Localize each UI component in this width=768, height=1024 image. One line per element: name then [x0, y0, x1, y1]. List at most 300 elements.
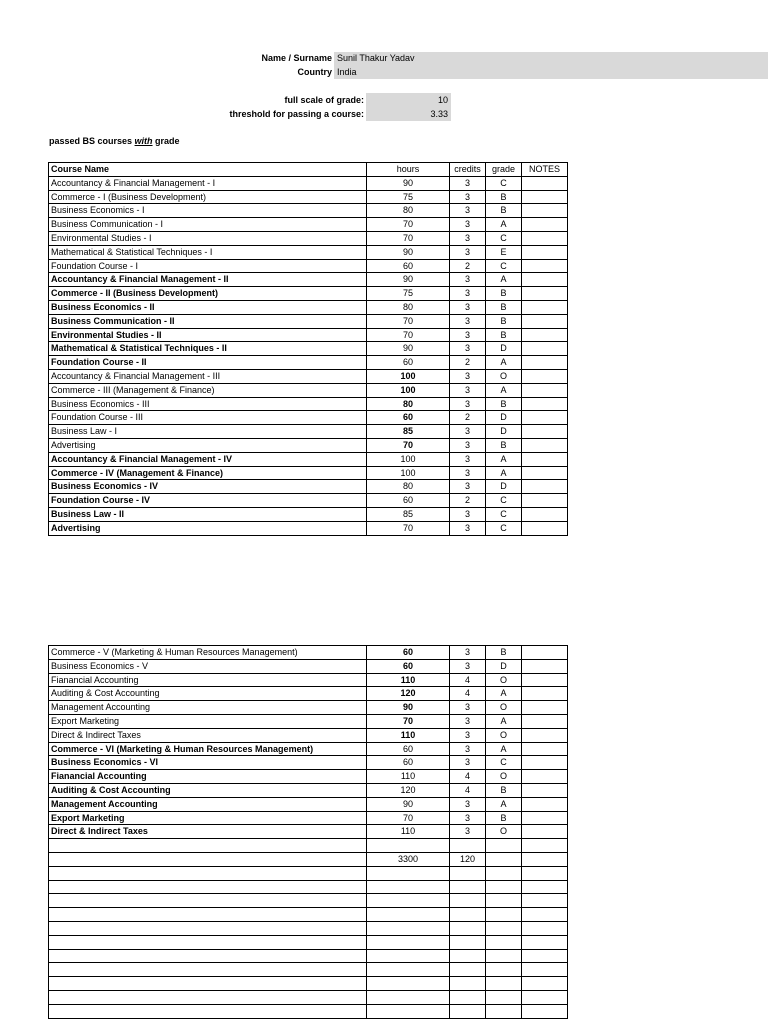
cell-hours[interactable]: 110 — [367, 673, 450, 687]
empty-cell[interactable] — [49, 935, 367, 949]
cell-course-name[interactable]: Business Law - I — [49, 425, 367, 439]
empty-cell[interactable] — [450, 935, 486, 949]
cell-grade[interactable]: O — [486, 825, 522, 839]
table-row — [49, 714, 568, 728]
cell-credits[interactable]: 3 — [450, 646, 486, 660]
cell-notes[interactable] — [522, 452, 568, 466]
cell-credits[interactable]: 3 — [450, 287, 486, 301]
cell-course-name[interactable]: Export Marketing — [49, 811, 367, 825]
table-row — [49, 452, 568, 466]
cell-grade[interactable]: C — [486, 231, 522, 245]
cell-course-name[interactable]: Foundation Course - III — [49, 411, 367, 425]
cell-credits[interactable]: 3 — [450, 756, 486, 770]
cell-course-name[interactable]: Commerce - V (Marketing & Human Resources Management) — [49, 646, 367, 660]
cell-hours[interactable]: 100 — [367, 466, 450, 480]
cell-notes[interactable] — [522, 701, 568, 715]
cell-notes[interactable] — [522, 328, 568, 342]
cell-hours[interactable]: 70 — [367, 521, 450, 535]
cell-grade[interactable]: B — [486, 190, 522, 204]
cell-notes[interactable] — [522, 756, 568, 770]
empty-cell[interactable] — [486, 908, 522, 922]
cell-grade[interactable] — [486, 839, 522, 853]
empty-cell[interactable] — [486, 990, 522, 1004]
cell-notes[interactable] — [522, 425, 568, 439]
cell-course-name[interactable]: Business Economics - V — [49, 659, 367, 673]
table-row — [49, 811, 568, 825]
table-row — [49, 190, 568, 204]
cell-hours[interactable]: 60 — [367, 494, 450, 508]
cell-grade[interactable]: A — [486, 383, 522, 397]
cell-grade[interactable]: B — [486, 397, 522, 411]
cell-credits[interactable]: 4 — [450, 770, 486, 784]
cell-grade[interactable]: O — [486, 770, 522, 784]
cell-hours[interactable]: 60 — [367, 646, 450, 660]
empty-cell[interactable] — [450, 880, 486, 894]
table-row — [49, 673, 568, 687]
cell-course-name[interactable]: Business Law - II — [49, 507, 367, 521]
cell-course-name[interactable]: Accountancy & Financial Management - I — [49, 176, 367, 190]
table-row — [49, 659, 568, 673]
empty-cell[interactable] — [522, 949, 568, 963]
empty-cell[interactable] — [367, 963, 450, 977]
cell-hours[interactable]: 60 — [367, 356, 450, 370]
cell-notes[interactable] — [522, 494, 568, 508]
cell-notes[interactable] — [522, 687, 568, 701]
cell-grade[interactable]: D — [486, 411, 522, 425]
empty-cell[interactable] — [49, 963, 367, 977]
empty-cell[interactable] — [522, 908, 568, 922]
cell-notes[interactable] — [522, 507, 568, 521]
empty-cell[interactable] — [450, 949, 486, 963]
cell-course-name[interactable]: Fianancial Accounting — [49, 770, 367, 784]
cell-credits[interactable] — [450, 839, 486, 853]
cell-grade[interactable]: A — [486, 687, 522, 701]
cell-grade[interactable]: A — [486, 714, 522, 728]
empty-row — [49, 866, 568, 880]
cell-grade[interactable]: D — [486, 342, 522, 356]
cell-grade[interactable]: A — [486, 356, 522, 370]
cell-course-name[interactable]: Foundation Course - IV — [49, 494, 367, 508]
cell-hours[interactable]: 70 — [367, 438, 450, 452]
empty-cell[interactable] — [486, 977, 522, 991]
cell-notes[interactable] — [522, 342, 568, 356]
cell-credits[interactable]: 3 — [450, 521, 486, 535]
cell-notes[interactable] — [522, 356, 568, 370]
cell-notes[interactable] — [522, 673, 568, 687]
cell-grade[interactable]: O — [486, 701, 522, 715]
cell-course-name[interactable]: Commerce - I (Business Development) — [49, 190, 367, 204]
cell-course-name[interactable]: Business Communication - I — [49, 218, 367, 232]
cell-grade[interactable]: A — [486, 466, 522, 480]
cell-credits[interactable]: 3 — [450, 369, 486, 383]
cell-grade[interactable]: D — [486, 480, 522, 494]
cell-credits[interactable]: 3 — [450, 659, 486, 673]
empty-cell[interactable] — [522, 963, 568, 977]
cell-notes[interactable] — [522, 231, 568, 245]
table-row — [49, 742, 568, 756]
empty-cell[interactable] — [522, 866, 568, 880]
cell-credits[interactable]: 3 — [450, 714, 486, 728]
empty-cell[interactable] — [522, 1004, 568, 1018]
cell-credits[interactable]: 3 — [450, 204, 486, 218]
totals-notes-cell[interactable] — [522, 852, 568, 866]
cell-hours[interactable] — [367, 839, 450, 853]
table-row — [49, 687, 568, 701]
cell-grade[interactable]: O — [486, 369, 522, 383]
cell-grade[interactable]: B — [486, 314, 522, 328]
empty-cell[interactable] — [450, 977, 486, 991]
empty-cell[interactable] — [49, 977, 367, 991]
cell-notes[interactable] — [522, 369, 568, 383]
cell-credits[interactable]: 3 — [450, 245, 486, 259]
cell-notes[interactable] — [522, 521, 568, 535]
cell-credits[interactable]: 3 — [450, 466, 486, 480]
cell-credits[interactable]: 3 — [450, 825, 486, 839]
empty-cell[interactable] — [522, 880, 568, 894]
empty-cell[interactable] — [450, 894, 486, 908]
empty-cell[interactable] — [486, 894, 522, 908]
cell-course-name[interactable]: Commerce - II (Business Development) — [49, 287, 367, 301]
cell-notes[interactable] — [522, 245, 568, 259]
empty-cell[interactable] — [367, 894, 450, 908]
table-row — [49, 839, 568, 853]
cell-hours[interactable]: 70 — [367, 314, 450, 328]
totals-grade-cell[interactable] — [486, 852, 522, 866]
cell-grade[interactable]: A — [486, 218, 522, 232]
empty-cell[interactable] — [450, 990, 486, 1004]
cell-notes[interactable] — [522, 783, 568, 797]
cell-course-name[interactable]: Management Accounting — [49, 797, 367, 811]
empty-cell[interactable] — [450, 963, 486, 977]
threshold-label: threshold for passing a course: — [229, 109, 364, 119]
table-row — [49, 507, 568, 521]
empty-row — [49, 990, 568, 1004]
cell-course-name[interactable]: Foundation Course - I — [49, 259, 367, 273]
cell-grade[interactable]: C — [486, 507, 522, 521]
empty-cell[interactable] — [49, 990, 367, 1004]
cell-course-name[interactable]: Commerce - III (Management & Finance) — [49, 383, 367, 397]
cell-grade[interactable]: B — [486, 287, 522, 301]
empty-cell[interactable] — [450, 921, 486, 935]
cell-notes[interactable] — [522, 646, 568, 660]
table-row — [49, 300, 568, 314]
cell-notes[interactable] — [522, 811, 568, 825]
cell-notes[interactable] — [522, 314, 568, 328]
empty-row — [49, 894, 568, 908]
table-row — [49, 176, 568, 190]
cell-course-name[interactable]: Business Communication - II — [49, 314, 367, 328]
cell-hours[interactable]: 70 — [367, 328, 450, 342]
cell-notes[interactable] — [522, 190, 568, 204]
cell-hours[interactable]: 85 — [367, 507, 450, 521]
cell-course-name[interactable]: Foundation Course - II — [49, 356, 367, 370]
empty-cell[interactable] — [49, 949, 367, 963]
cell-hours[interactable]: 90 — [367, 797, 450, 811]
empty-cell[interactable] — [450, 1004, 486, 1018]
cell-hours[interactable]: 60 — [367, 742, 450, 756]
cell-notes[interactable] — [522, 797, 568, 811]
table-row — [49, 411, 568, 425]
cell-grade[interactable]: C — [486, 176, 522, 190]
empty-cell[interactable] — [367, 908, 450, 922]
cell-course-name[interactable]: Direct & Indirect Taxes — [49, 728, 367, 742]
cell-hours[interactable]: 100 — [367, 369, 450, 383]
empty-cell[interactable] — [522, 977, 568, 991]
cell-grade[interactable]: A — [486, 797, 522, 811]
cell-grade[interactable]: B — [486, 438, 522, 452]
cell-notes[interactable] — [522, 218, 568, 232]
cell-grade[interactable]: O — [486, 673, 522, 687]
cell-credits[interactable]: 3 — [450, 273, 486, 287]
cell-credits[interactable]: 3 — [450, 383, 486, 397]
empty-cell[interactable] — [367, 1004, 450, 1018]
cell-hours[interactable]: 75 — [367, 190, 450, 204]
cell-credits[interactable]: 3 — [450, 701, 486, 715]
cell-credits[interactable]: 3 — [450, 742, 486, 756]
cell-hours[interactable]: 60 — [367, 259, 450, 273]
cell-notes[interactable] — [522, 742, 568, 756]
cell-course-name[interactable]: Advertising — [49, 438, 367, 452]
empty-cell[interactable] — [522, 921, 568, 935]
cell-notes[interactable] — [522, 839, 568, 853]
cell-hours[interactable]: 75 — [367, 287, 450, 301]
cell-grade[interactable]: O — [486, 728, 522, 742]
cell-hours[interactable]: 110 — [367, 728, 450, 742]
empty-cell[interactable] — [367, 921, 450, 935]
cell-hours[interactable]: 80 — [367, 204, 450, 218]
cell-course-name[interactable]: Business Economics - VI — [49, 756, 367, 770]
cell-hours[interactable]: 100 — [367, 383, 450, 397]
cell-course-name[interactable]: Mathematical & Statistical Techniques - I — [49, 245, 367, 259]
cell-course-name[interactable]: Commerce - VI (Marketing & Human Resources Management) — [49, 742, 367, 756]
cell-grade[interactable]: D — [486, 425, 522, 439]
cell-course-name[interactable]: Accountancy & Financial Management - IV — [49, 452, 367, 466]
table-row — [49, 204, 568, 218]
empty-cell[interactable] — [486, 880, 522, 894]
cell-credits[interactable]: 4 — [450, 687, 486, 701]
empty-cell[interactable] — [49, 880, 367, 894]
cell-hours[interactable]: 110 — [367, 825, 450, 839]
cell-course-name[interactable]: Business Economics - II — [49, 300, 367, 314]
cell-grade[interactable]: B — [486, 646, 522, 660]
cell-hours[interactable]: 90 — [367, 273, 450, 287]
cell-notes[interactable] — [522, 204, 568, 218]
cell-course-name[interactable]: Auditing & Cost Accounting — [49, 783, 367, 797]
cell-hours[interactable]: 90 — [367, 701, 450, 715]
empty-cell[interactable] — [450, 866, 486, 880]
cell-credits[interactable]: 3 — [450, 176, 486, 190]
table-row — [49, 783, 568, 797]
cell-hours[interactable]: 70 — [367, 231, 450, 245]
cell-credits[interactable]: 2 — [450, 494, 486, 508]
empty-cell[interactable] — [367, 990, 450, 1004]
cell-notes[interactable] — [522, 300, 568, 314]
cell-grade[interactable]: B — [486, 328, 522, 342]
cell-grade[interactable]: A — [486, 742, 522, 756]
cell-credits[interactable]: 3 — [450, 314, 486, 328]
cell-notes[interactable] — [522, 770, 568, 784]
cell-course-name[interactable]: Auditing & Cost Accounting — [49, 687, 367, 701]
cell-credits[interactable]: 2 — [450, 356, 486, 370]
empty-cell[interactable] — [367, 977, 450, 991]
cell-hours[interactable]: 60 — [367, 756, 450, 770]
empty-cell[interactable] — [49, 908, 367, 922]
threshold-value[interactable]: 3.33 — [430, 109, 448, 119]
cell-credits[interactable]: 2 — [450, 259, 486, 273]
section-title-suffix: grade — [152, 136, 180, 146]
cell-notes[interactable] — [522, 714, 568, 728]
cell-hours[interactable]: 60 — [367, 659, 450, 673]
cell-hours[interactable]: 70 — [367, 218, 450, 232]
cell-notes[interactable] — [522, 383, 568, 397]
empty-cell[interactable] — [522, 990, 568, 1004]
cell-credits[interactable]: 3 — [450, 438, 486, 452]
empty-row — [49, 935, 568, 949]
cell-hours[interactable]: 110 — [367, 770, 450, 784]
cell-credits[interactable]: 3 — [450, 728, 486, 742]
table-row — [49, 356, 568, 370]
empty-cell[interactable] — [486, 921, 522, 935]
cell-hours[interactable]: 100 — [367, 452, 450, 466]
cell-hours[interactable]: 80 — [367, 397, 450, 411]
cell-credits[interactable]: 3 — [450, 452, 486, 466]
empty-cell[interactable] — [522, 935, 568, 949]
section-title-prefix: passed BS courses — [49, 136, 135, 146]
cell-credits[interactable]: 3 — [450, 218, 486, 232]
name-surname-value[interactable]: Sunil Thakur Yadav — [337, 53, 415, 63]
full-scale-value[interactable]: 10 — [437, 95, 448, 105]
cell-notes[interactable] — [522, 438, 568, 452]
cell-credits[interactable]: 3 — [450, 342, 486, 356]
cell-grade[interactable]: C — [486, 259, 522, 273]
empty-cell[interactable] — [522, 894, 568, 908]
cell-credits[interactable]: 3 — [450, 480, 486, 494]
cell-credits[interactable]: 3 — [450, 397, 486, 411]
cell-course-name[interactable]: Management Accounting — [49, 701, 367, 715]
cell-hours[interactable]: 70 — [367, 714, 450, 728]
cell-hours[interactable]: 90 — [367, 342, 450, 356]
cell-credits[interactable]: 3 — [450, 811, 486, 825]
header-grade: grade — [486, 163, 522, 177]
empty-cell[interactable] — [450, 908, 486, 922]
cell-credits[interactable]: 3 — [450, 190, 486, 204]
cell-course-name[interactable]: Export Marketing — [49, 714, 367, 728]
cell-course-name[interactable]: Accountancy & Financial Management - III — [49, 369, 367, 383]
cell-course-name[interactable]: Commerce - IV (Management & Finance) — [49, 466, 367, 480]
cell-credits[interactable]: 4 — [450, 783, 486, 797]
cell-hours[interactable]: 120 — [367, 783, 450, 797]
empty-row — [49, 880, 568, 894]
cell-grade[interactable]: B — [486, 204, 522, 218]
cell-grade[interactable]: B — [486, 811, 522, 825]
empty-cell[interactable] — [486, 963, 522, 977]
cell-notes[interactable] — [522, 825, 568, 839]
cell-course-name[interactable]: Business Economics - I — [49, 204, 367, 218]
cell-hours[interactable]: 70 — [367, 811, 450, 825]
cell-course-name[interactable]: Environmental Studies - II — [49, 328, 367, 342]
table-row — [49, 245, 568, 259]
cell-notes[interactable] — [522, 728, 568, 742]
cell-name[interactable] — [49, 839, 367, 853]
country-value[interactable]: India — [337, 67, 357, 77]
totals-name-cell[interactable] — [49, 852, 367, 866]
cell-grade[interactable]: A — [486, 452, 522, 466]
table-row — [49, 425, 568, 439]
cell-credits[interactable]: 3 — [450, 507, 486, 521]
cell-course-name[interactable]: Direct & Indirect Taxes — [49, 825, 367, 839]
cell-notes[interactable] — [522, 480, 568, 494]
cell-notes[interactable] — [522, 397, 568, 411]
cell-course-name[interactable]: Accountancy & Financial Management - II — [49, 273, 367, 287]
cell-notes[interactable] — [522, 659, 568, 673]
cell-credits[interactable]: 3 — [450, 231, 486, 245]
empty-cell[interactable] — [486, 949, 522, 963]
cell-notes[interactable] — [522, 273, 568, 287]
empty-cell[interactable] — [367, 935, 450, 949]
cell-notes[interactable] — [522, 287, 568, 301]
cell-grade[interactable]: A — [486, 273, 522, 287]
cell-notes[interactable] — [522, 466, 568, 480]
empty-cell[interactable] — [367, 866, 450, 880]
cell-credits[interactable]: 4 — [450, 673, 486, 687]
cell-hours[interactable]: 80 — [367, 300, 450, 314]
empty-cell[interactable] — [49, 921, 367, 935]
cell-credits[interactable]: 3 — [450, 300, 486, 314]
table-row — [49, 328, 568, 342]
cell-credits[interactable]: 2 — [450, 411, 486, 425]
cell-grade[interactable]: C — [486, 494, 522, 508]
empty-row — [49, 1004, 568, 1018]
empty-cell[interactable] — [486, 866, 522, 880]
header-hours: hours — [367, 163, 450, 177]
courses-table-1 — [48, 162, 568, 536]
cell-course-name[interactable]: Environmental Studies - I — [49, 231, 367, 245]
empty-cell[interactable] — [486, 935, 522, 949]
cell-hours[interactable]: 60 — [367, 411, 450, 425]
cell-grade[interactable]: D — [486, 659, 522, 673]
cell-hours[interactable]: 120 — [367, 687, 450, 701]
empty-cell[interactable] — [486, 1004, 522, 1018]
cell-hours[interactable]: 90 — [367, 245, 450, 259]
cell-course-name[interactable]: Business Economics - IV — [49, 480, 367, 494]
cell-hours[interactable]: 90 — [367, 176, 450, 190]
cell-credits[interactable]: 3 — [450, 425, 486, 439]
empty-cell[interactable] — [367, 880, 450, 894]
cell-grade[interactable]: C — [486, 521, 522, 535]
cell-course-name[interactable]: Mathematical & Statistical Techniques - II — [49, 342, 367, 356]
cell-grade[interactable]: C — [486, 756, 522, 770]
header-course-name: Course Name — [49, 163, 367, 177]
cell-credits[interactable]: 3 — [450, 328, 486, 342]
cell-course-name[interactable]: Fianancial Accounting — [49, 673, 367, 687]
cell-hours[interactable]: 80 — [367, 480, 450, 494]
cell-course-name[interactable]: Advertising — [49, 521, 367, 535]
cell-grade[interactable]: B — [486, 300, 522, 314]
cell-grade[interactable]: B — [486, 783, 522, 797]
cell-credits[interactable]: 3 — [450, 797, 486, 811]
cell-grade[interactable]: E — [486, 245, 522, 259]
empty-cell[interactable] — [49, 894, 367, 908]
empty-cell[interactable] — [49, 866, 367, 880]
cell-notes[interactable] — [522, 176, 568, 190]
cell-hours[interactable]: 85 — [367, 425, 450, 439]
cell-course-name[interactable]: Business Economics - III — [49, 397, 367, 411]
empty-cell[interactable] — [49, 1004, 367, 1018]
cell-notes[interactable] — [522, 411, 568, 425]
cell-notes[interactable] — [522, 259, 568, 273]
empty-cell[interactable] — [367, 949, 450, 963]
table-row — [49, 728, 568, 742]
